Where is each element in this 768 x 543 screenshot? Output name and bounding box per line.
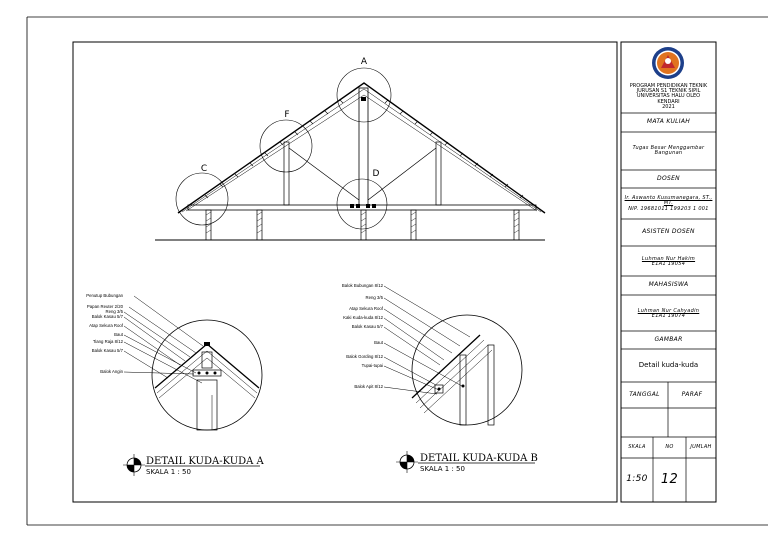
callout-label-a: A (360, 57, 368, 67)
detail-b-label: Balok Bubungan 8/12 (341, 283, 383, 288)
detail-a-label: Reng 3/5 (105, 309, 123, 314)
detail-b-label: Balok Gording 8/12 (346, 354, 383, 359)
detail-b-title: DETAIL KUDA-KUDA B (420, 453, 538, 464)
detail-b-label: Balok Apit 8/12 (354, 384, 383, 389)
detail-a-label: Balok Kasau 5/7 (91, 314, 123, 319)
callout-label-d: D (372, 169, 380, 179)
sheet-number: 12 (660, 472, 679, 488)
institution-line: KENDARI (657, 98, 680, 105)
lecturer-nip: NIP. 19681011 199203 1 001 (628, 205, 709, 212)
assistant-block (621, 250, 716, 274)
detail-a-title-block (123, 454, 265, 476)
course-name: Tugas Besar Menggambar Bangunan (632, 144, 705, 156)
sign-header: PARAF (681, 390, 703, 398)
detail-b-label: Tupai-tupai (361, 363, 383, 368)
detail-a-scale: SKALA 1 : 50 (146, 468, 191, 476)
no-header: NO (665, 443, 674, 450)
detail-b-scale: SKALA 1 : 50 (420, 465, 465, 473)
callout-label-f: F (284, 110, 290, 120)
lecturer-name: Ir. Aswanto Kusumanegara, ST., MT. (624, 195, 713, 207)
lecturer-block (621, 192, 716, 216)
institution-line: JURUSAN S1 TEKNIK SIPIL (636, 88, 701, 95)
detail-a-label: Tiang Raja 8/12 (92, 339, 123, 344)
truss-elevation (155, 68, 545, 240)
course-header: MATA KULIAH (646, 118, 691, 126)
assistant-id: E1A1 19054 (651, 261, 686, 267)
drawing-header: GAMBAR (654, 335, 683, 343)
detail-b-label: Baut (374, 340, 383, 345)
detail-a-label: Balok Angin (100, 369, 123, 374)
assistant-name: Luhman Nur Hakim (641, 255, 696, 262)
student-header: MAHASISWA (648, 281, 689, 289)
institution-line: UNIVERSITAS HALU OLEO (636, 93, 701, 100)
student-block (621, 300, 716, 328)
student-id: E1A1 19074 (651, 313, 686, 319)
institution-block (621, 82, 716, 112)
scale-value: 1:50 (626, 474, 648, 485)
drawing-frame (73, 42, 617, 502)
detail-b-label: Kaki Kuda-kuda 8/12 (343, 315, 383, 320)
detail-b-label: Balok Kasau 5/7 (351, 324, 383, 329)
date-header: TANGGAL (629, 390, 660, 398)
scale-header: SKALA (628, 443, 646, 450)
institution-line: 2021 (662, 103, 675, 110)
university-logo-icon (652, 47, 684, 79)
lecturer-header: DOSEN (657, 174, 680, 182)
detail-b-label: Atap Sekura Roof (349, 306, 383, 311)
detail-b-title-block (396, 451, 538, 473)
count-header: JUMLAH (690, 443, 712, 450)
callout-label-c: C (200, 164, 208, 174)
detail-a-label: Atap Sekura Roof (89, 323, 123, 328)
assistant-header: ASISTEN DOSEN (642, 228, 695, 236)
detail-a-title: DETAIL KUDA-KUDA A (146, 456, 264, 467)
detail-a-label: Balok Kasau 5/7 (91, 348, 123, 353)
detail-a-label: Baut (114, 332, 123, 337)
student-name: Luhman Nur Cahyadin (637, 307, 700, 314)
detail-a-label: Penutup Bubungan (86, 293, 123, 298)
drawing-name: Detail kuda-kuda (638, 360, 699, 369)
detail-a-label: Papan Reuter 2/20 (86, 304, 123, 309)
detail-b-drawing (384, 286, 522, 425)
detail-a-drawing (124, 296, 262, 430)
detail-b-label: Reng 3/5 (365, 295, 383, 300)
institution-line: PROGRAM PENDIDIKAN TEKNIK (629, 82, 708, 89)
